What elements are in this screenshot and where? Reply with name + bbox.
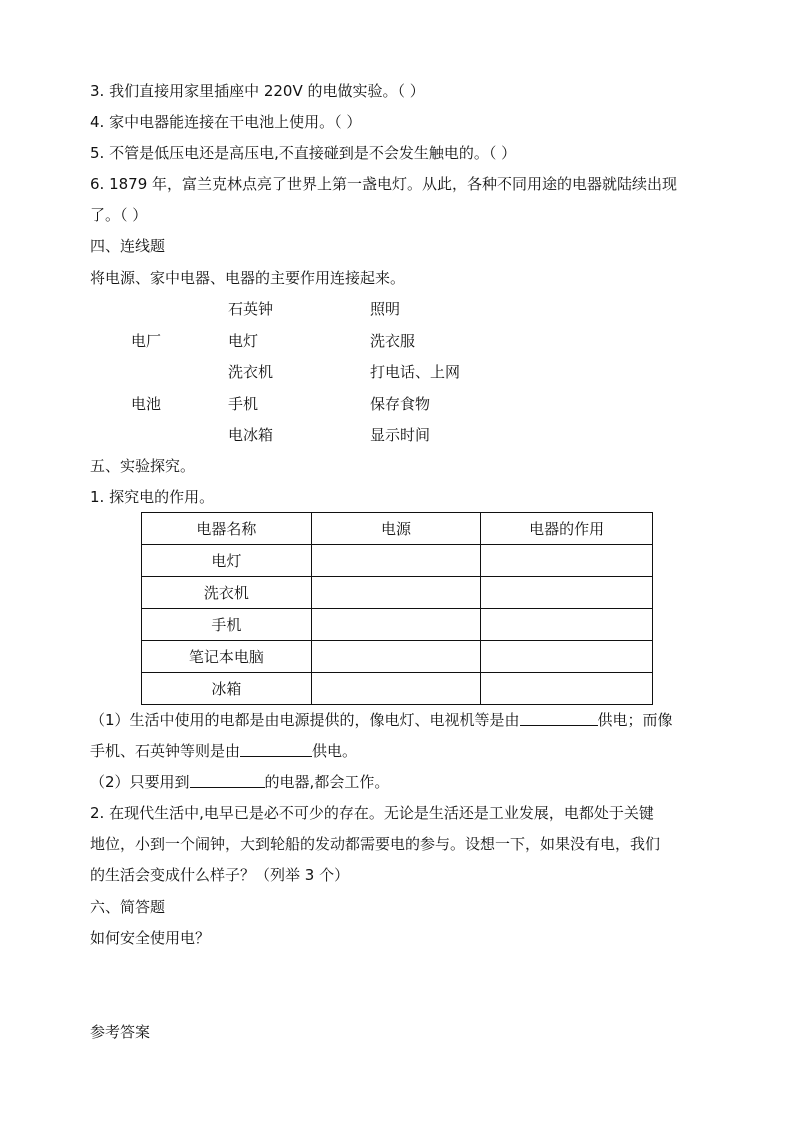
table-header-row (142, 513, 653, 545)
table-cell-function (481, 609, 653, 641)
table-row (142, 673, 653, 705)
answer-blank[interactable] (520, 710, 598, 726)
appliance-item: 洗衣机 (228, 363, 274, 381)
sub-question-1-line-1 (90, 710, 673, 730)
table-row (142, 545, 653, 577)
table-header: 电器的作用 (481, 513, 653, 545)
sub-question-2-text: （2）只要用到 (90, 773, 190, 791)
table-cell-power-source (311, 673, 481, 705)
table-cell-appliance: 笔记本电脑 (142, 641, 312, 673)
sub-question-2-text: 的电器,都会工作。 (264, 773, 390, 791)
question-2-line: 2. 在现代生活中,电早已是必不可少的存在。无论是生活还是工业发展，电都处于关键 (90, 804, 654, 822)
source-item: 电厂 (131, 332, 162, 350)
table-cell-function (481, 673, 653, 705)
sub-question-1-text: 手机、石英钟等则是由 (90, 742, 241, 760)
section-6-question: 如何安全使用电？ (90, 929, 211, 947)
experiment-table (141, 512, 653, 705)
judge-item-6: 6. 1879 年，富兰克林点亮了世界上第一盏电灯。从此，各种不同用途的电器就陆续出现 (90, 175, 678, 193)
table-cell-appliance: 冰箱 (142, 673, 312, 705)
table-cell-power-source (311, 641, 481, 673)
question-1-title: 1. 探究电的作用。 (90, 488, 215, 506)
table-cell-function (481, 577, 653, 609)
answer-blank[interactable] (240, 741, 312, 757)
section-5-title: 五、实验探究。 (90, 457, 196, 475)
function-item: 显示时间 (370, 426, 431, 444)
table-cell-power-source (311, 577, 481, 609)
appliance-item: 石英钟 (228, 300, 274, 318)
appliance-item: 手机 (228, 395, 259, 413)
table-header: 电源 (311, 513, 481, 545)
judge-item-6-continued: 了。（ ） (90, 206, 148, 224)
question-2-line: 地位，小到一个闹钟，大到轮船的发动都需要电的参与。设想一下，如果没有电，我们 (90, 835, 661, 853)
answer-heading: 参考答案 (90, 1023, 151, 1041)
table-row (142, 609, 653, 641)
sub-question-1-line-2 (90, 741, 357, 761)
table-cell-function (481, 545, 653, 577)
judge-item-4: 4. 家中电器能连接在干电池上使用。（ ） (90, 113, 362, 131)
appliance-item: 电冰箱 (228, 426, 274, 444)
appliance-item: 电灯 (228, 332, 259, 350)
table-cell-function (481, 641, 653, 673)
sub-question-1-text: 供电。 (312, 742, 358, 760)
table-header: 电器名称 (142, 513, 312, 545)
function-item: 照明 (370, 300, 401, 318)
judge-item-3: 3. 我们直接用家里插座中 220V 的电做实验。（ ） (90, 82, 425, 100)
question-2-line: 的生活会变成什么样子？（列举 3 个） (90, 866, 350, 884)
section-4-title: 四、连线题 (90, 237, 166, 255)
answer-blank[interactable] (190, 772, 265, 788)
function-item: 打电话、上网 (370, 363, 461, 381)
function-item: 洗衣服 (370, 332, 416, 350)
table-cell-appliance: 洗衣机 (142, 577, 312, 609)
table-row (142, 577, 653, 609)
table-cell-power-source (311, 545, 481, 577)
judge-item-5: 5. 不管是低压电还是高压电,不直接碰到是不会发生触电的。（ ） (90, 144, 517, 162)
source-item: 电池 (131, 395, 162, 413)
table-cell-appliance: 手机 (142, 609, 312, 641)
section-6-title: 六、简答题 (90, 898, 166, 916)
table-cell-appliance: 电灯 (142, 545, 312, 577)
table-row (142, 641, 653, 673)
function-item: 保存食物 (370, 395, 431, 413)
sub-question-1-text: （1）生活中使用的电都是由电源提供的，像电灯、电视机等是由 (90, 711, 520, 729)
sub-question-1-text: 供电；而像 (597, 711, 673, 729)
sub-question-2 (90, 772, 389, 792)
section-4-instruction: 将电源、家中电器、电器的主要作用连接起来。 (90, 269, 406, 287)
table-cell-power-source (311, 609, 481, 641)
